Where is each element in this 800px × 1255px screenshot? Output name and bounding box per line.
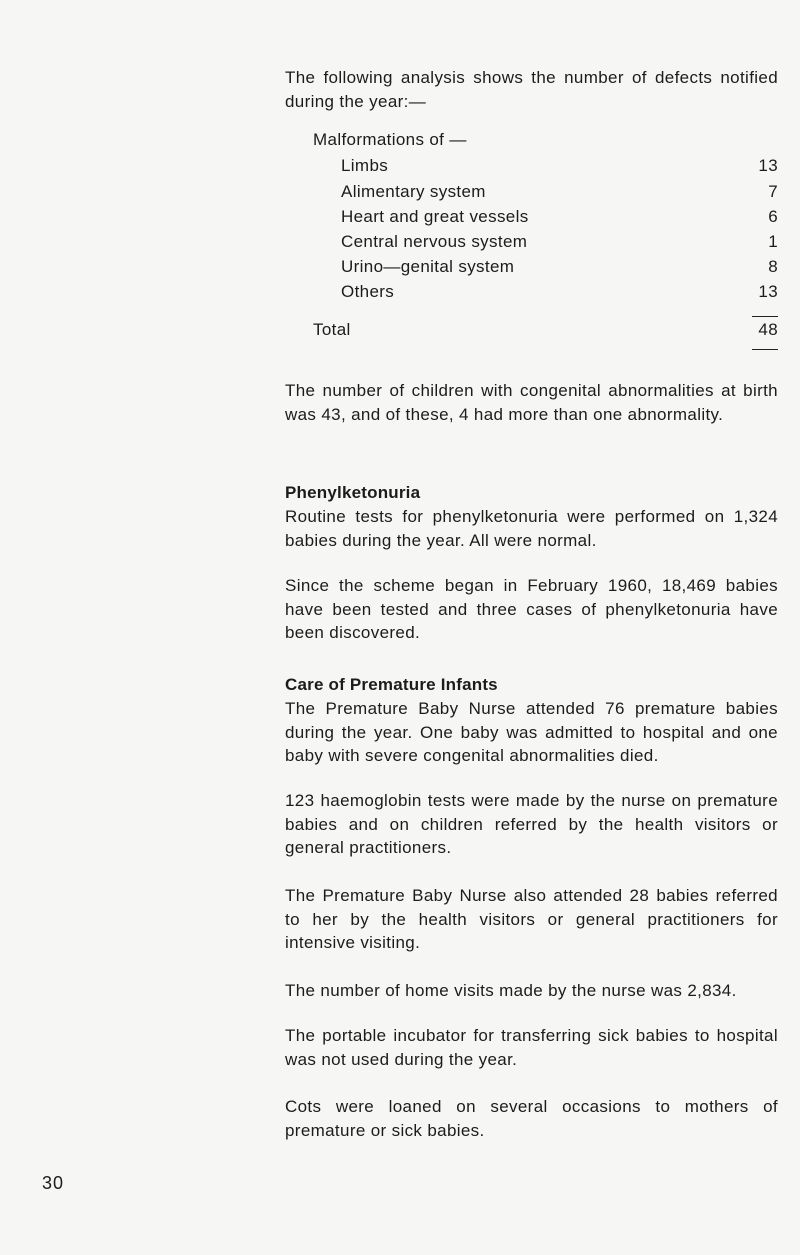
total-rule-bottom [752, 349, 778, 350]
abnormalities-paragraph: The number of children with congenital abnormalities at birth was 43, and of these, 4 had more than one abnormality. [285, 381, 778, 424]
table-row [313, 156, 778, 180]
phenylketonuria-heading: Phenylketonuria [285, 483, 421, 502]
premature-paragraph-1: The Premature Baby Nurse attended 76 premature babies during the year. One baby was admitted to hospital and one baby with severe congenital abnormalities died. [285, 699, 778, 765]
malformations-heading-row [313, 130, 778, 154]
row-value: 13 [758, 282, 778, 301]
total-value: 48 [758, 320, 778, 339]
total-label: Total [313, 320, 351, 339]
table-row [313, 257, 778, 281]
premature-paragraph-5: The portable incubator for transferring sick babies to hospital was not used during the year. [285, 1026, 778, 1069]
row-label: Alimentary system [341, 182, 486, 201]
phenylketonuria-paragraph-1: Routine tests for phenylketonuria were performed on 1,324 babies during the year. All were normal. [285, 507, 778, 550]
row-label: Urino—genital system [341, 257, 515, 276]
phenylketonuria-paragraph-2: Since the scheme began in February 1960, 18,469 babies have been tested and three cases of phenylketonuria have been discovered. [285, 576, 778, 642]
premature-paragraph-4: The number of home visits made by the nurse was 2,834. [285, 981, 737, 1000]
total-rule-top [752, 316, 778, 317]
table-row [313, 182, 778, 206]
table-row [313, 232, 778, 256]
table-row [313, 207, 778, 231]
row-value: 6 [768, 207, 778, 226]
row-value: 1 [768, 232, 778, 251]
premature-paragraph-2: 123 haemoglobin tests were made by the nurse on premature babies and on children referred by the health visitors or general practitioners. [285, 791, 778, 857]
row-label: Heart and great vessels [341, 207, 529, 226]
row-value: 8 [768, 257, 778, 276]
row-label: Central nervous system [341, 232, 528, 251]
premature-paragraph-3: The Premature Baby Nurse also attended 28 babies referred to her by the health visitors or general practitioners for intensive visiting. [285, 886, 778, 952]
page-number: 30 [42, 1173, 65, 1193]
table-row [313, 282, 778, 306]
intro-paragraph: The following analysis shows the number of defects notified during the year:— [285, 68, 778, 111]
row-label: Others [341, 282, 395, 301]
row-value: 7 [768, 182, 778, 201]
premature-heading: Care of Premature Infants [285, 675, 498, 694]
malformations-heading: Malformations of — [313, 130, 467, 149]
premature-paragraph-6: Cots were loaned on several occasions to mothers of premature or sick babies. [285, 1097, 778, 1140]
row-value: 13 [758, 156, 778, 175]
total-row [313, 320, 778, 344]
row-label: Limbs [341, 156, 389, 175]
